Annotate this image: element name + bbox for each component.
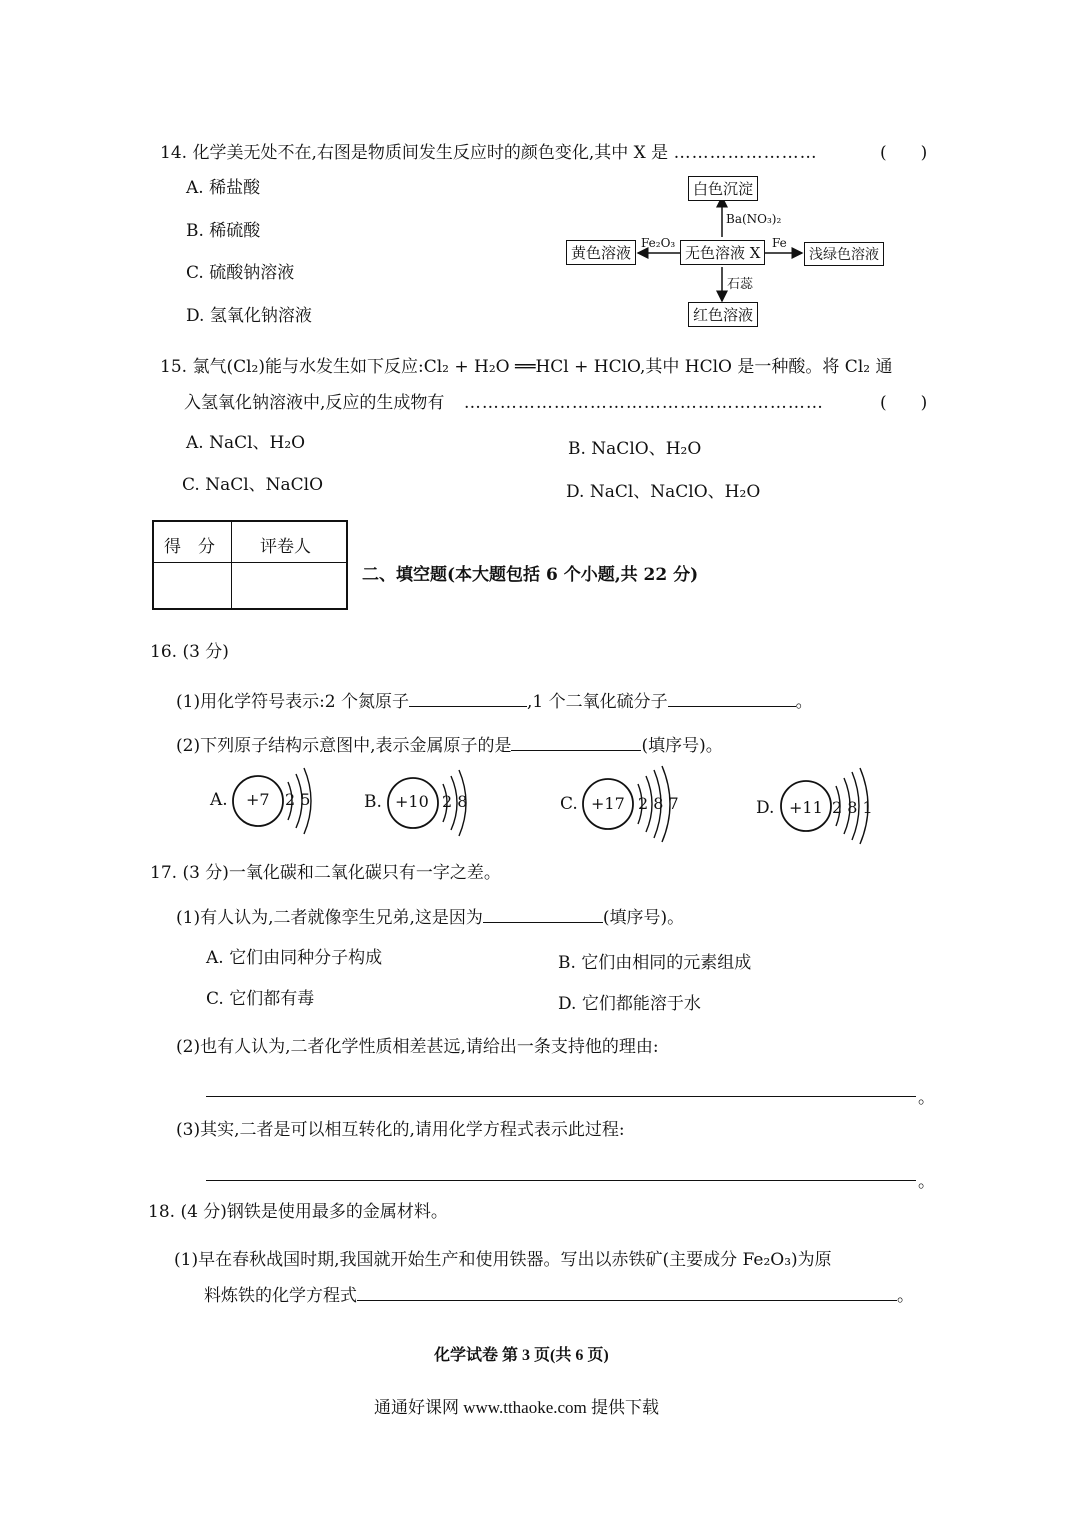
atom-b-nucleus: +10 [395, 792, 429, 811]
q17-option-a: A. 它们由同种分子构成 [206, 948, 383, 968]
diagram-top-box: 白色沉淀 [688, 176, 758, 201]
q14-bracket: ( ) [880, 143, 928, 163]
q17-option-b: B. 它们由相同的元素组成 [558, 953, 752, 973]
q15-line2 [184, 388, 824, 413]
q16-part1 [176, 687, 813, 712]
score-table-hline [154, 562, 346, 563]
q17-option-c: C. 它们都有毒 [206, 989, 315, 1009]
q16-blank-1[interactable] [409, 692, 527, 707]
diagram-bottom-box: 红色溶液 [688, 302, 758, 327]
diagram-label-left: Fe₂O₃ [641, 236, 676, 250]
q14-option-a: A. 稀盐酸 [186, 178, 261, 198]
score-table [152, 520, 348, 610]
q14-option-b: B. 稀硫酸 [186, 221, 261, 241]
diagram-label-right: Fe [772, 236, 787, 250]
diagram-label-bottom: 石蕊 [727, 277, 754, 292]
atom-a-shells: 2 5 [285, 790, 311, 809]
q17-part2: (2)也有人认为,二者化学性质相差甚远,请给出一条支持他的理由: [176, 1037, 659, 1057]
diagram-label-top: Ba(NO₃)₂ [726, 212, 782, 226]
q18-end: 。 [897, 1286, 914, 1306]
atom-a-letter: A. [210, 790, 228, 810]
q14-stem-text: 14. 化学美无处不在,右图是物质间发生反应时的颜色变化,其中 X 是 [160, 143, 669, 163]
q16-blank-2[interactable] [668, 692, 796, 707]
q14-option-d: D. 氢氧化钠溶液 [186, 306, 312, 326]
page-footer: 化学试卷 第 3 页(共 6 页) [434, 1347, 609, 1364]
q18-part1-line2 [204, 1281, 914, 1306]
q17-end-1: 。 [918, 1088, 935, 1108]
q17-option-d: D. 它们都能溶于水 [558, 994, 701, 1014]
q14-stem [160, 138, 818, 163]
diagram-center-box: 无色溶液 X [680, 240, 765, 265]
q16-part2 [176, 731, 723, 756]
q16-part2-a: (2)下列原子结构示意图中,表示金属原子的是 [176, 736, 512, 756]
q18-part1-line1: (1)早在春秋战国时期,我国就开始生产和使用铁器。写出以赤铁矿(主要成分 Fe₂O₃)为原 [174, 1250, 832, 1270]
diagram-left-box: 黄色溶液 [566, 240, 636, 265]
atom-d-shells: 2 8 1 [832, 798, 873, 817]
atom-c-nucleus: +17 [591, 794, 625, 813]
score-label: 得 分 [164, 537, 215, 557]
atom-d-nucleus: +11 [789, 798, 823, 817]
q17-answer-line-1[interactable] [206, 1096, 916, 1097]
q16-blank-3[interactable] [511, 736, 641, 751]
q18-head: 18. (4 分)钢铁是使用最多的金属材料。 [148, 1202, 448, 1222]
q17-head: 17. (3 分)一氧化碳和二氧化碳只有一字之差。 [150, 863, 501, 883]
q14-option-c: C. 硫酸钠溶液 [186, 263, 295, 283]
q15-option-a: A. NaCl、H₂O [186, 433, 306, 453]
q16-part1-end: 。 [795, 692, 813, 712]
q14-dots: …………………… [673, 143, 818, 163]
q16-part1-b: ,1 个二氧化硫分子 [527, 692, 668, 712]
q15-line1: 15. 氯气(Cl₂)能与水发生如下反应:Cl₂ + H₂O ══HCl + HClO,其中 HClO 是一种酸。将 Cl₂ 通 [160, 357, 893, 377]
grader-label: 评卷人 [260, 537, 311, 557]
atom-d-letter: D. [756, 798, 775, 818]
q17-end-2: 。 [918, 1172, 935, 1192]
q15-bracket: ( ) [880, 393, 928, 413]
atom-a-nucleus: +7 [246, 790, 270, 809]
atom-c-letter: C. [560, 794, 578, 814]
q15-option-c: C. NaCl、NaClO [182, 475, 324, 495]
q17-part1-b: (填序号)。 [602, 908, 685, 928]
q16-part1-a: (1)用化学符号表示:2 个氮原子 [176, 692, 410, 712]
q17-part1 [176, 903, 684, 928]
q16-part2-b: (填序号)。 [641, 736, 723, 756]
q18-part1-line2-text: 料炼铁的化学方程式 [204, 1286, 357, 1306]
q18-blank-1[interactable] [357, 1286, 897, 1301]
watermark-text: 通通好课网 www.tthaoke.com 提供下载 [374, 1398, 660, 1417]
q17-part1-a: (1)有人认为,二者就像孪生兄弟,这是因为 [176, 908, 483, 928]
q15-option-b: B. NaClO、H₂O [568, 439, 702, 459]
atom-b-letter: B. [364, 792, 382, 812]
q15-line2-text: 入氢氧化钠溶液中,反应的生成物有 [184, 393, 445, 413]
atom-b-shells: 2 8 [442, 792, 468, 811]
diagram-right-box: 浅绿色溶液 [804, 242, 884, 266]
q15-option-d: D. NaCl、NaClO、H₂O [566, 482, 761, 502]
section-2-title: 二、填空题(本大题包括 6 个小题,共 22 分) [362, 565, 699, 585]
q17-blank-1[interactable] [483, 908, 603, 923]
q15-dots: …………………………………………………… [463, 393, 824, 413]
q17-part3: (3)其实,二者是可以相互转化的,请用化学方程式表示此过程: [176, 1120, 625, 1140]
score-table-vline [231, 522, 232, 608]
q17-answer-line-2[interactable] [206, 1180, 916, 1181]
q16-head: 16. (3 分) [150, 642, 229, 662]
atom-c-shells: 2 8 7 [638, 794, 679, 813]
